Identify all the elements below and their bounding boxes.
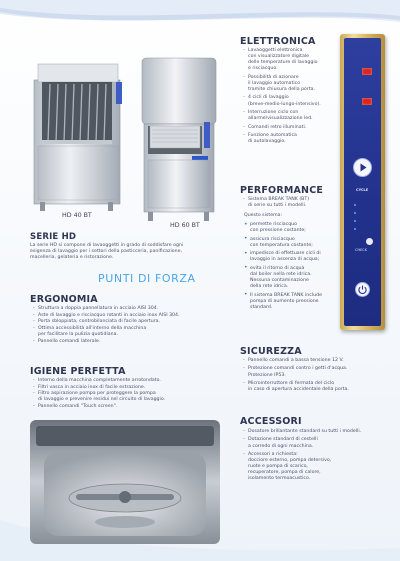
ergonomia-heading: ERGONOMIA — [30, 294, 98, 305]
list-item: • impedisce di effettuare cicli di lavaggio in assenza di acqua; — [244, 251, 340, 263]
list-item: - Lavaoggetti elettronica con visualizzatore digitale delle temperature di lavaggio e risciacquo. — [242, 48, 338, 72]
punti-di-forza-heading: PUNTI DI FORZA — [98, 272, 196, 285]
list-item: - Interno della macchina completamente arrotondato. — [32, 378, 232, 384]
list-item: - Pannello comandi a bassa tensione 12 V. — [242, 358, 392, 364]
cycle-label: CYCLE — [356, 188, 369, 192]
list-item: - Filtro aspirazione pompa per proteggere la pompa di lavaggio e prevenire residui nel circuito di lavaggio. — [32, 391, 232, 403]
cycle-led — [354, 228, 356, 230]
igiene-list — [32, 378, 232, 411]
list-item: - Sistema BREAK TANK (BT) di serie su tutti i modelli. — [242, 197, 340, 209]
list-item: - Interruzione ciclo con allarme/visualizzazione led. — [242, 110, 338, 122]
hd40-caption: HD 40 BT — [62, 212, 92, 219]
temperature-display-wash — [362, 68, 372, 75]
list-item: - Protezione comandi contro i getti d'acqua. Protezione IP53. — [242, 366, 392, 378]
accessori-heading: ACCESSORI — [240, 416, 302, 427]
list-item: - Ottima accessibilità all'interno della macchina per facilitare la pulizia quotidiana. — [32, 326, 232, 338]
list-item: - 4 cicli di lavaggio (breve-medio-lungo-intensivo). — [242, 95, 338, 107]
list-item: - Possibilità di azionare il lavaggio automatico tramite chiusura della porta. — [242, 75, 338, 93]
power-icon — [356, 283, 369, 296]
cycle-start-button — [353, 158, 372, 177]
cycle-led — [354, 212, 356, 214]
list-item: - Dosatore brillantante standard su tutti i modelli. — [242, 429, 392, 435]
igiene-heading: IGIENE PERFETTA — [30, 366, 126, 377]
performance-subhead: Questo sistema: — [244, 213, 283, 218]
hd40-machine-photo — [28, 62, 126, 212]
control-panel-face — [344, 38, 381, 326]
sicurezza-list — [242, 358, 392, 396]
performance-intro — [242, 197, 340, 212]
play-icon — [354, 159, 371, 176]
list-item: - Porta sbloppiata, controbilanciata di facile apertura. — [32, 319, 232, 325]
elettronica-list — [242, 48, 338, 148]
power-button — [355, 282, 370, 297]
list-item: - Funzione automatica di autolavaggio. — [242, 133, 338, 145]
list-item: - Comandi retro illuminati. — [242, 125, 338, 131]
list-item: - Struttura a doppia pannellatura in acciaio AISI 304. — [32, 306, 232, 312]
list-item: • evita il ritorno di acqua dal boiler nella rete idrica. Nessuna contaminazione della rete idrica. — [244, 266, 340, 290]
list-item: • Il sistema BREAK TANK include pompa di aumento pressione standard. — [244, 293, 340, 311]
list-item: - Aste di lavaggio e risciacquo rotanti in acciaio inox AISI 304. — [32, 313, 232, 319]
cycle-led — [354, 220, 356, 222]
serie-hd-text: La serie HD si compone di lavaoggetti in grado di soddisfare ogni esigenza di lavaggio per i settori della pasticceria, panificazione, macelleria, gelateria e ristorazione. — [30, 243, 184, 261]
list-item: - Dotazione standard di cestelli a corredo di ogni macchina. — [242, 437, 392, 449]
accessori-list — [242, 429, 392, 485]
elettronica-heading: ELETTRONICA — [240, 36, 316, 47]
list-item: • permette risciacquo con pressione costante; — [244, 222, 340, 234]
performance-heading: PERFORMANCE — [240, 185, 324, 196]
cycle-led — [354, 204, 356, 206]
serie-hd-heading: SERIE HD — [30, 232, 77, 242]
check-label: CHECK — [355, 248, 368, 252]
list-item: - Pannello comandi "Touch screen". — [32, 404, 232, 410]
list-item: • assicura risciacquo con temperatura costante; — [244, 237, 340, 249]
list-item: - Pannello comandi laterale. — [32, 339, 232, 345]
list-item: - Filtri vasca in acciaio inox di facile estrazione. — [32, 385, 232, 391]
machine-interior-photo — [30, 420, 220, 544]
list-item: - Accessori a richiesta: docciore esterno, pompa detersivo, ruote e pompa di scarico, recuperatore, pompa di calore, isolamento termoacustico. — [242, 452, 392, 482]
hd60-machine-photo — [138, 56, 220, 221]
sicurezza-heading: SICUREZZA — [240, 346, 302, 357]
control-panel-photo — [340, 34, 385, 330]
check-button — [366, 238, 373, 245]
temperature-display-rinse — [362, 98, 372, 105]
performance-list — [244, 222, 340, 313]
list-item: - Microinterruttore di fermata del ciclo in caso di apertura accidentale della porta. — [242, 381, 392, 393]
ergonomia-list — [32, 306, 232, 346]
hd60-caption: HD 60 BT — [170, 222, 200, 229]
